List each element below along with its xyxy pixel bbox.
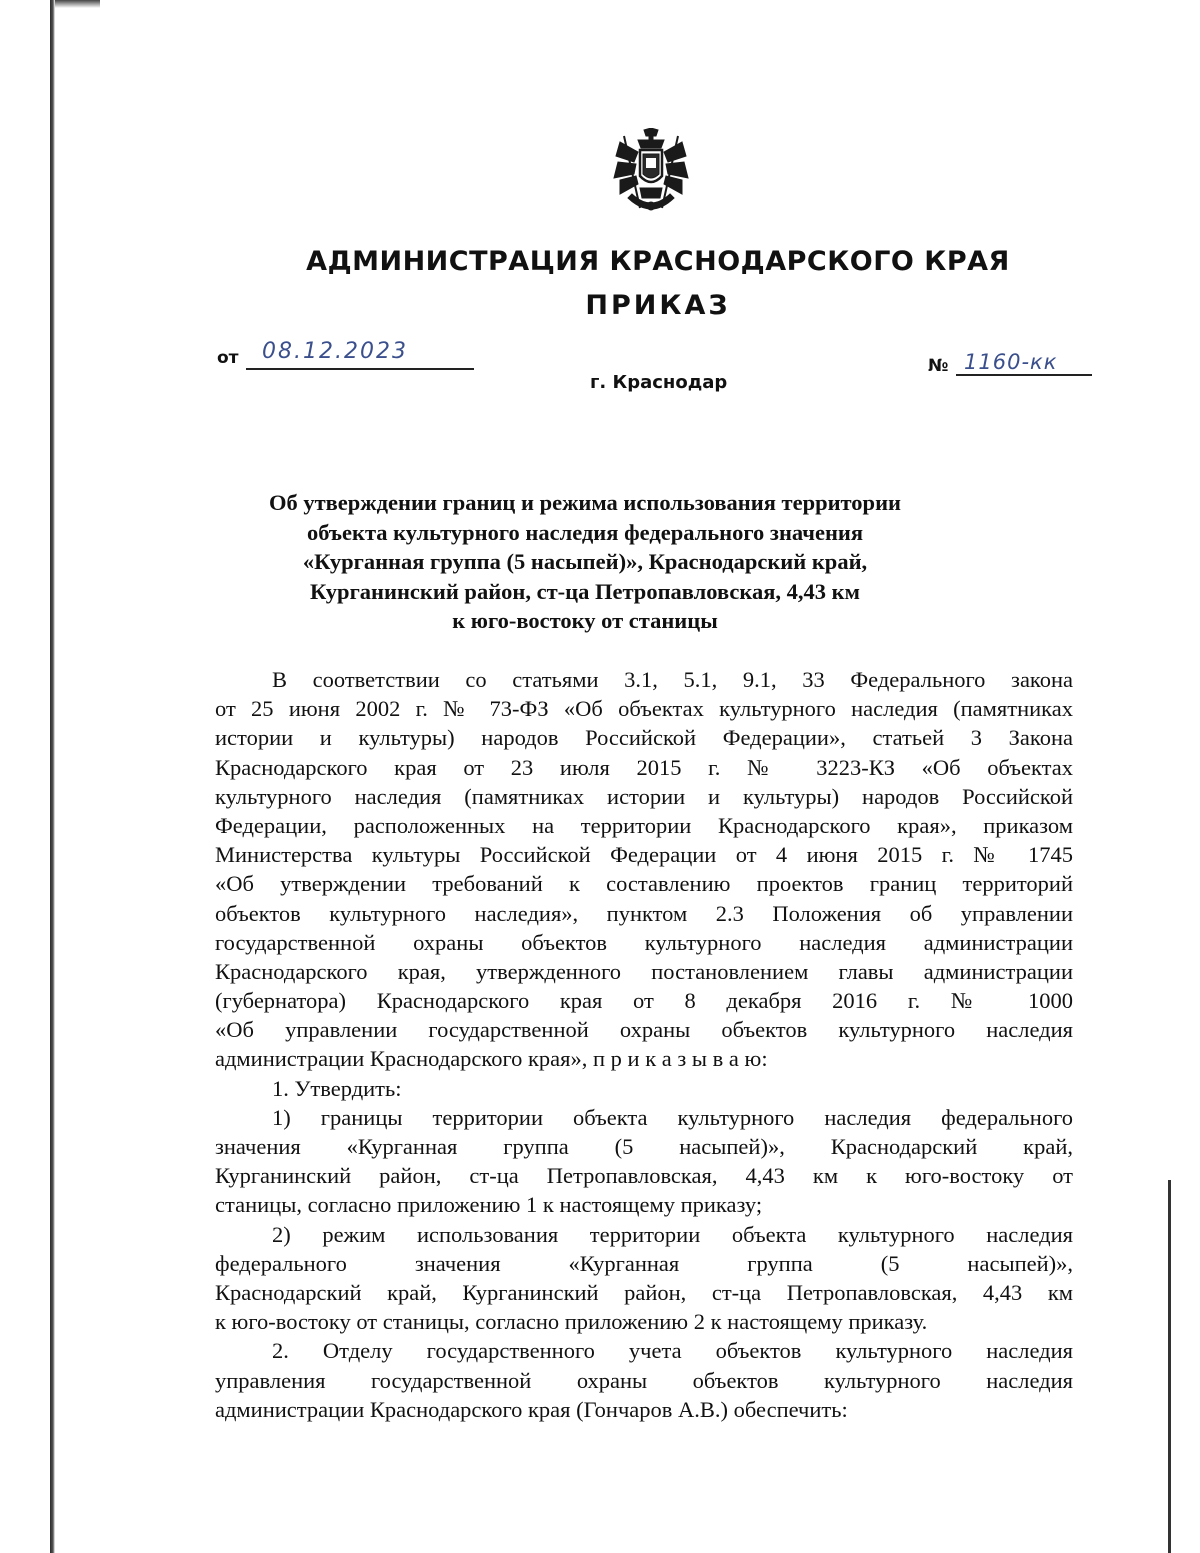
body-line: объектов культурного наследия», пунктом 2.3 Положения об управлении (215, 900, 1073, 926)
body-line: Краснодарского края от 23 июля 2015 г. № 3223-КЗ «Об объектах (215, 754, 1073, 780)
body-line: «Об утверждении требований к составлению проектов границ территорий (215, 871, 1073, 897)
date-handwritten-value: 08.12.2023 (262, 339, 408, 364)
number-handwritten-value: 1160-кк (964, 350, 1058, 374)
date-label: от (217, 348, 239, 368)
document-type-title: ПРИКАЗ (585, 290, 731, 321)
city-label: г. Краснодар (590, 372, 728, 393)
body-line: 1) границы территории объекта культурного наследия федерального (272, 1104, 1073, 1130)
body-line: значения «Курганная группа (5 насыпей)», Краснодарский край, (215, 1134, 1073, 1159)
administration-title: АДМИНИСТРАЦИЯ КРАСНОДАРСКОГО КРАЯ (306, 246, 1010, 277)
body-line: Курганинский район, ст-ца Петропавловская, 4,43 км к юго-востоку от (215, 1163, 1073, 1189)
scan-right-edge (1168, 1180, 1171, 1553)
body-line: 1. Утвердить: (272, 1075, 402, 1101)
body-line: к юго-востоку от станицы, согласно приложению 2 к настоящему приказу. (215, 1309, 928, 1335)
body-line: администрации Краснодарского края», п р и к а з ы в а ю: (215, 1046, 768, 1072)
subject-line: «Курганная группа (5 насыпей)», Краснодарский край, (302, 549, 868, 574)
subject-line: объекта культурного наследия федерального значения (306, 519, 864, 545)
body-line: В соответствии со статьями 3.1, 5.1, 9.1, 33 Федерального закона (272, 667, 1073, 692)
order-subject (240, 488, 930, 636)
number-label: № (928, 356, 949, 376)
date-underline (246, 368, 474, 370)
order-body (215, 665, 1073, 1424)
subject-line: Об утверждении границ и режима использования территории (268, 490, 902, 515)
body-line: 2) режим использования территории объекта культурного наследия (272, 1221, 1073, 1247)
body-line: Федерации, расположенных на территории Краснодарского края», приказом (215, 812, 1073, 838)
scan-top-corner (55, 0, 100, 8)
scan-left-edge (50, 0, 55, 1553)
subject-line: к юго-востоку от станицы (452, 608, 718, 633)
body-line: Краснодарский край, Курганинский район, ст-ца Петропавловская, 4,43 км (215, 1279, 1073, 1305)
body-line: Министерства культуры Российской Федерации от 4 июня 2015 г. № 1745 (215, 842, 1073, 868)
coat-of-arms-icon (610, 128, 692, 220)
body-line: (губернатора) Краснодарского края от 8 декабря 2016 г. № 1000 (215, 988, 1073, 1014)
body-line: культурного наследия (памятниках истории и культуры) народов Российской (215, 783, 1073, 809)
body-line: «Об управлении государственной охраны объектов культурного наследия (215, 1017, 1073, 1043)
body-line: 2. Отделу государственного учета объектов культурного наследия (272, 1338, 1073, 1364)
body-line: администрации Краснодарского края (Гончаров А.В.) обеспечить: (215, 1396, 848, 1422)
body-line: станицы, согласно приложению 1 к настоящему приказу; (215, 1192, 763, 1218)
body-line: Краснодарского края, утвержденного постановлением главы администрации (215, 958, 1073, 984)
body-line: управления государственной охраны объектов культурного наследия (215, 1367, 1073, 1393)
body-line: истории и культуры) народов Российской Федерации», статьей 3 Закона (215, 725, 1073, 751)
subject-line: Курганинский район, ст-ца Петропавловская, 4,43 км (310, 578, 860, 604)
body-line: федерального значения «Курганная группа (5 насыпей)», (215, 1250, 1073, 1276)
body-line: от 25 июня 2002 г. № 73-ФЗ «Об объектах культурного наследия (памятниках (215, 696, 1073, 722)
body-line: государственной охраны объектов культурного наследия администрации (215, 929, 1073, 955)
number-underline (956, 374, 1092, 376)
